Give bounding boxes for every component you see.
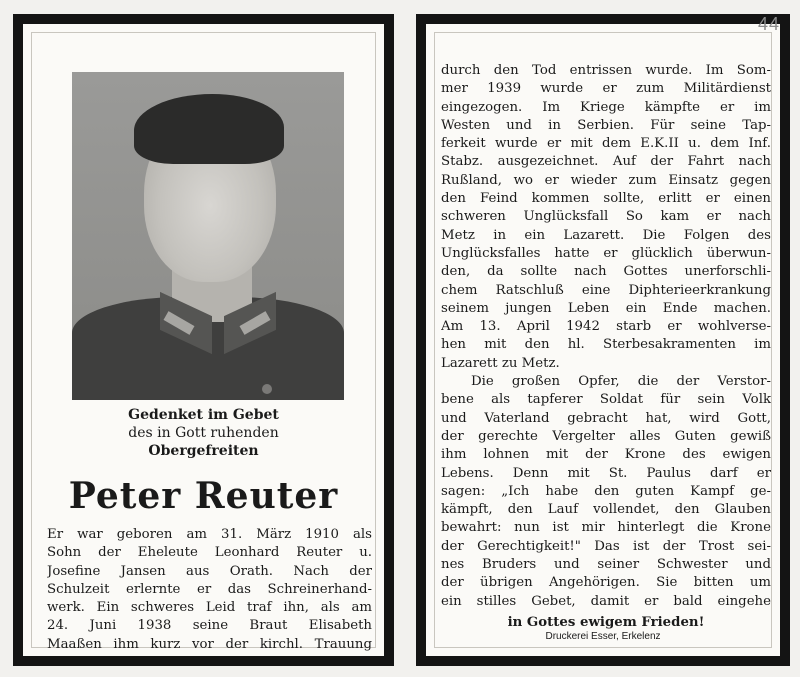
text-line: und Vaterland gebracht hat, wird Gott, [441, 410, 771, 426]
text-line: seinem jungen Leben ein Ende machen. [441, 300, 771, 316]
rank-line: Obergefreiten [148, 443, 259, 459]
text-line: Unglücksfalles hatte er glücklich überwun- [441, 245, 771, 261]
text-line: kämpft, den Lauf vollendet, den Glauben [441, 502, 771, 518]
text-line: Stabz. ausgezeichnet. Auf der Fahrt nach [441, 154, 771, 170]
text-line: Maaßen ihm kurz vor der kirchl. Trauung [47, 636, 372, 652]
text-line: den, da sollte nach Gottes unerforschli- [441, 264, 771, 280]
text-line: Er war geboren am 31. März 1910 als [47, 527, 372, 542]
printer-imprint: Druckerei Esser, Erkelenz [545, 631, 661, 642]
des-in-gott-line: des in Gott ruhenden [128, 425, 279, 441]
text-line: mer 1939 wurde er zum Militärdienst [441, 81, 771, 97]
text-line: chem Ratschluß eine Diphterieerkrankung [441, 282, 771, 298]
deceased-name: Peter Reuter [68, 475, 339, 517]
text-line: 24. Juni 1938 seine Braut Elisabeth [47, 618, 372, 634]
pencil-note: 44 [757, 14, 780, 34]
soldier-portrait-photo [72, 72, 344, 400]
text-line: Lebens. Denn mit St. Paulus darf er [441, 465, 771, 481]
text-line: Westen und in Serbien. Für seine Tap- [441, 117, 771, 133]
memorial-card-left [13, 14, 394, 666]
text-line: bewahrt: nun ist mir hinterlegt die Krone [441, 520, 771, 536]
text-line: der gerechte Vergelter alles Guten gewiß [441, 428, 771, 444]
text-line: der Gerechtigkeit!" Das ist der Trost sei- [441, 538, 771, 554]
text-line: Am 13. April 1942 starb er wohlverse- [441, 319, 771, 335]
hair-shape [134, 94, 284, 164]
uniform-button [262, 384, 272, 394]
text-line: eingezogen. Im Kriege kämpfte er im [441, 99, 771, 115]
text-line: bene als tapferer Soldat für sein Volk [441, 392, 771, 408]
text-line: Schulzeit erlernte er das Schreinerhand- [47, 581, 372, 597]
text-line: ferkeit wurde er mit dem E.K.II u. dem Inf. [441, 136, 771, 152]
text-line: Metz in ein Lazarett. Die Folgen des [441, 227, 771, 243]
text-line: ihm lohnen mit der Krone des ewigen [441, 447, 771, 463]
text-line: werk. Ein schweres Leid traf ihn, als am [47, 600, 372, 616]
text-line: Sohn der Eheleute Leonhard Reuter u. [47, 545, 372, 561]
closing-line: in Gottes ewigem Frieden! [507, 614, 705, 630]
text-line: nes Bruders und seiner Schwester und [441, 557, 771, 573]
heading-block [23, 406, 384, 460]
biography-text-left [47, 526, 372, 654]
memorial-card-right [416, 14, 790, 666]
text-line: durch den Tod entrissen wurde. Im Som- [441, 63, 771, 78]
text-line: Lazarett zu Metz. [441, 355, 560, 371]
text-line: Josefine Jansen aus Orath. Nach der [47, 563, 372, 579]
text-line: ein stilles Gebet, damit er bald eingehe [441, 593, 771, 609]
text-line: der übrigen Angehörigen. Sie bitten um [441, 575, 771, 591]
text-line: Die großen Opfer, die der Verstor- [471, 374, 771, 390]
text-line: hen mit den hl. Sterbesakramenten im [441, 337, 771, 353]
text-line: Rußland, wo er wieder zum Einsatz gegen [441, 172, 771, 188]
text-line: sagen: „Ich habe den guten Kampf ge- [441, 483, 771, 499]
gedenket-heading: Gedenket im Gebet [128, 407, 279, 423]
biography-text-right [441, 62, 771, 632]
text-line: den Feind kommen sollte, erlitt er einen [441, 191, 771, 207]
text-line: schweren Unglücksfall So kam er nach [441, 209, 771, 225]
